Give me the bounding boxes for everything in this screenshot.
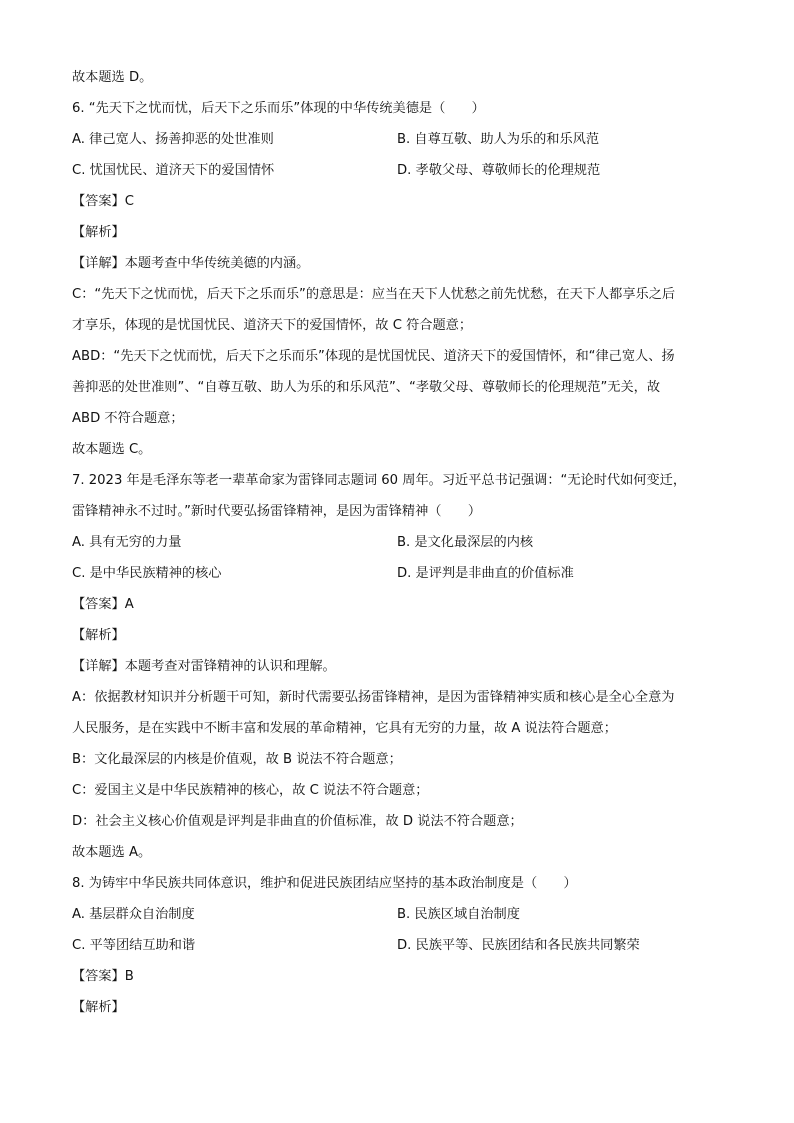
text-line: A：依据教材知识并分析题干可知，新时代需要弘扬雷锋精神，是因为雷锋精神实质和核心是全心全意为: [72, 690, 675, 705]
text-line: 【解析】: [72, 225, 125, 240]
text-line: 故本题选 A。: [72, 845, 152, 860]
text-line: 故本题选 D。: [72, 70, 153, 85]
option-left: A. 律己宽人、扬善抑恶的处世准则: [72, 132, 274, 147]
text-line: 【答案】C: [72, 194, 134, 209]
text-line: 人民服务，是在实践中不断丰富和发展的革命精神，它具有无穷的力量，故 A 说法符合题意；: [72, 721, 617, 736]
option-left: C. 平等团结互助和谐: [72, 938, 196, 953]
text-line: 【解析】: [72, 628, 125, 643]
document-body: [72, 62, 722, 1023]
option-row: [72, 527, 722, 558]
option-left: C. 忧国忧民、道济天下的爱国情怀: [72, 163, 275, 178]
option-row: [72, 558, 722, 589]
option-row: [72, 899, 722, 930]
text-line: ABD：“先天下之忧而忧，后天下之乐而乐”体现的是忧国忧民、道济天下的爱国情怀，和“律己宽人、扬: [72, 349, 675, 364]
text-line: B：文化最深层的内核是价值观，故 B 说法不符合题意；: [72, 752, 402, 767]
text-line: C：爱国主义是中华民族精神的核心，故 C 说法不符合题意；: [72, 783, 429, 798]
text-line: 【解析】: [72, 1000, 125, 1015]
text-line: C：“先天下之忧而忧，后天下之乐而乐”的意思是：应当在天下人忧愁之前先忧愁，在天下人都享乐之后: [72, 287, 676, 302]
text-line: 故本题选 C。: [72, 442, 152, 457]
option-right: D. 是评判是非曲直的价值标准: [397, 566, 574, 581]
option-right: B. 是文化最深层的内核: [397, 535, 534, 550]
option-row: [72, 930, 722, 961]
text-line: D：社会主义核心价值观是评判是非曲直的价值标准，故 D 说法不符合题意；: [72, 814, 523, 829]
text-line: 【答案】B: [72, 969, 134, 984]
text-line: 【详解】本题考查对雷锋精神的认识和理解。: [72, 659, 336, 674]
text-line: 【详解】本题考查中华传统美德的内涵。: [72, 256, 310, 271]
text-line: ABD 不符合题意；: [72, 411, 184, 426]
option-row: [72, 124, 722, 155]
text-line: 7. 2023 年是毛泽东等老一辈革命家为雷锋同志题词 60 周年。习近平总书记强调：“无论时代如何变迁，: [72, 473, 687, 488]
text-line: 8. 为铸牢中华民族共同体意识，维护和促进民族团结应坚持的基本政治制度是（ ）: [72, 876, 577, 891]
option-right: B. 民族区域自治制度: [397, 907, 520, 922]
option-right: D. 民族平等、民族团结和各民族共同繁荣: [397, 938, 640, 953]
text-line: 雷锋精神永不过时。”新时代要弘扬雷锋精神，是因为雷锋精神（ ）: [72, 504, 482, 519]
text-line: 【答案】A: [72, 597, 134, 612]
option-right: B. 自尊互敬、助人为乐的和乐风范: [397, 132, 600, 147]
text-line: 6. “先天下之忧而忧，后天下之乐而乐”体现的中华传统美德是（ ）: [72, 101, 485, 116]
text-line: 才享乐，体现的是忧国忧民、道济天下的爱国情怀，故 C 符合题意；: [72, 318, 473, 333]
option-left: A. 具有无穷的力量: [72, 535, 182, 550]
option-right: D. 孝敬父母、尊敬师长的伦理规范: [397, 163, 601, 178]
option-left: A. 基层群众自治制度: [72, 907, 195, 922]
option-left: C. 是中华民族精神的核心: [72, 566, 222, 581]
option-row: [72, 155, 722, 186]
text-line: 善抑恶的处世准则”、“自尊互敬、助人为乐的和乐风范”、“孝敬父母、尊敬师长的伦理规范”无关，故: [72, 380, 661, 395]
